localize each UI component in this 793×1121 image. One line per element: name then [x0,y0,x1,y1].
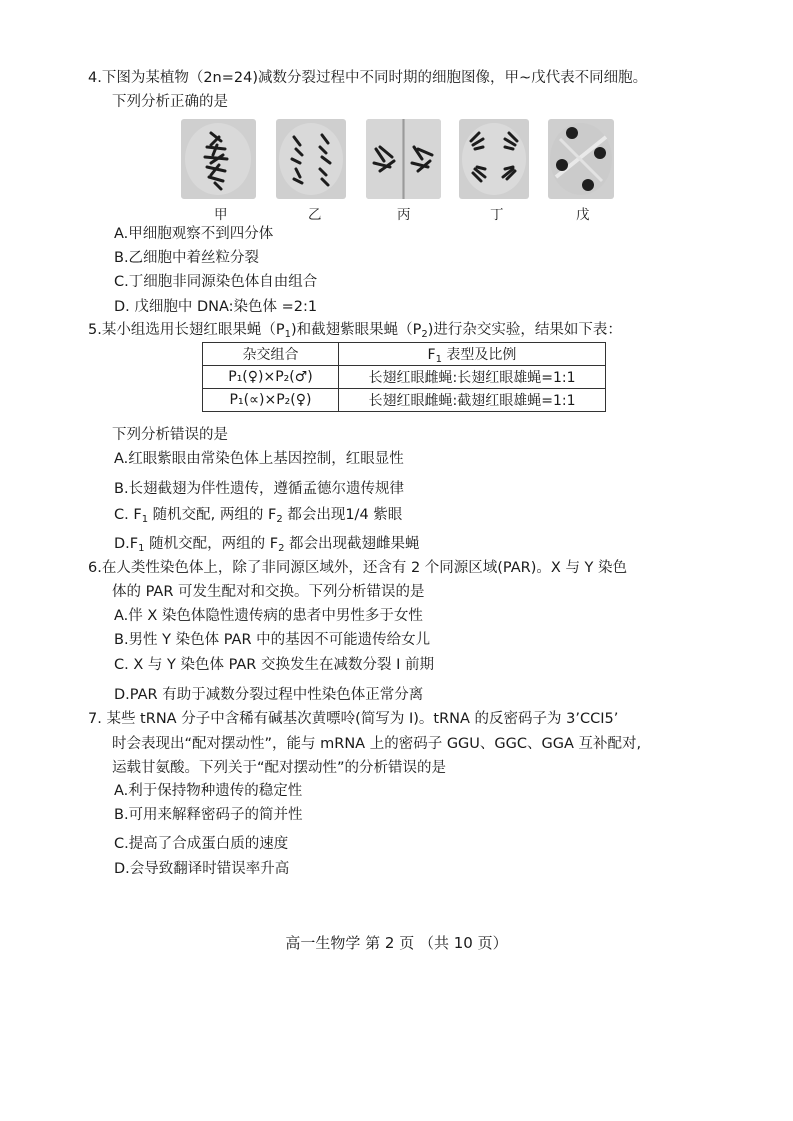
q6-stem-line1: 6.在人类性染色体上，除了非同源区域外，还含有 2 个同源区域(PAR)。X 与 Y 染色 [88,560,628,576]
cross-results-table [202,342,606,412]
figure-label-wu: 戊 [576,207,590,223]
q6-option-c: C. X 与 Y 染色体 PAR 交换发生在减数分裂 Ⅰ 前期 [114,657,434,673]
q4-stem-line2: 下列分析正确的是 [112,94,228,110]
table-header-f1-part: F [427,347,436,363]
table-cell-cross: P₁(♀)×P₂(♂) [203,366,339,389]
table-cell-ratio: 长翅红眼雌蝇:长翅红眼雄蝇=1:1 [339,366,606,389]
cell-ding-image [459,119,529,199]
table-row [203,389,606,412]
q7-option-b: B.可用来解释密码子的简并性 [114,807,303,823]
figure-label-yi: 乙 [308,207,322,223]
q7-option-c: C.提高了合成蛋白质的速度 [114,836,289,852]
q5-option-c-part: C. F [114,507,142,523]
cell-wu-image [548,119,614,199]
q5-option-d-part: 都会出现截翅雌果蝇 [284,536,420,552]
q5-option-c-part: 随机交配, 两组的 F [148,507,277,523]
q6-stem-line2: 体的 PAR 可发生配对和交换。下列分析错误的是 [112,584,425,600]
q4-option-a: A.甲细胞观察不到四分体 [114,226,274,242]
table-cell-ratio: 长翅红眼雌蝇:截翅红眼雄蝇=1:1 [339,389,606,412]
q4-option-d: D. 戊细胞中 DNA:染色体 =2:1 [114,299,318,315]
q6-option-b: B.男性 Y 染色体 PAR 中的基因不可能遗传给女儿 [114,632,431,648]
q5-stem-line1 [88,320,622,340]
q5-option-a: A.红眼紫眼由常染色体上基因控制，红眼显性 [114,451,404,467]
q4-stem-line1: 4.下图为某植物（2n=24)减数分裂过程中不同时期的细胞图像，甲~戊代表不同细胞。 [88,70,648,86]
table-header-f1-sub: 1 [435,354,442,365]
q5-option-b: B.长翅截翅为伴性遗传，遵循孟德尔遗传规律 [114,481,405,497]
q7-stem-line2: 时会表现出“配对摆动性”，能与 mRNA 上的密码子 GGU、GGC、GGA 互补配对, [112,736,642,752]
table-header-f1 [339,343,606,366]
cell-jia-image [181,119,256,199]
figure-label-ding: 丁 [490,207,504,223]
table-header-row [203,343,606,366]
figure-label-jia: 甲 [214,207,228,223]
q5-subscript: 2 [276,514,283,525]
q5-subscript: 1 [138,543,145,554]
q5-subscript: 2 [421,329,428,340]
q7-stem-line3: 运载甘氨酸。下列关于“配对摆动性”的分析错误的是 [112,760,447,776]
q6-option-d: D.PAR 有助于减数分裂过程中性染色体正常分离 [114,687,424,703]
q5-stem-part: )进行杂交实验，结果如下表： [427,322,622,338]
figure-label-bing: 丙 [397,207,411,223]
q4-option-b: B.乙细胞中着丝粒分裂 [114,250,260,266]
q5-stem-line2: 下列分析错误的是 [112,427,228,443]
q7-option-a: A.利于保持物种遗传的稳定性 [114,783,303,799]
cell-bing-image [366,119,441,199]
q5-subscript: 1 [284,329,291,340]
q6-option-a: A.伴 X 染色体隐性遗传病的患者中男性多于女性 [114,608,423,624]
q5-subscript: 1 [141,514,149,525]
q7-stem-line1: 7. 某些 tRNA 分子中含稀有碱基次黄嘌呤(简写为 I)。tRNA 的反密码子为 3’CCI5’ [88,711,619,727]
q5-option-c-part: 都会出现1/4 紫眼 [282,507,403,523]
q7-option-d: D.会导致翻译时错误率升高 [114,861,290,877]
q5-option-d [114,534,420,554]
q5-option-d-part: 随机交配，两组的 F [144,536,279,552]
q5-option-c [114,505,402,525]
q5-stem-part: 5.某小组选用长翅红眼果蝇（P [88,322,285,338]
table-header-f1-part: 表型及比例 [441,347,517,363]
q5-stem-part: )和截翅紫眼果蝇（P [290,322,422,338]
table-header-cross: 杂交组合 [203,343,339,366]
page-footer: 高一生物学 第 2 页 （共 10 页） [285,934,508,952]
q5-option-d-part: D.F [114,536,139,552]
meiosis-figure [181,119,614,201]
q5-subscript: 2 [278,543,285,554]
table-cell-cross: P₁(∝)×P₂(♀) [203,389,339,412]
q4-option-c: C.丁细胞非同源染色体自由组合 [114,274,318,290]
table-row [203,366,606,389]
cell-yi-image [276,119,346,199]
